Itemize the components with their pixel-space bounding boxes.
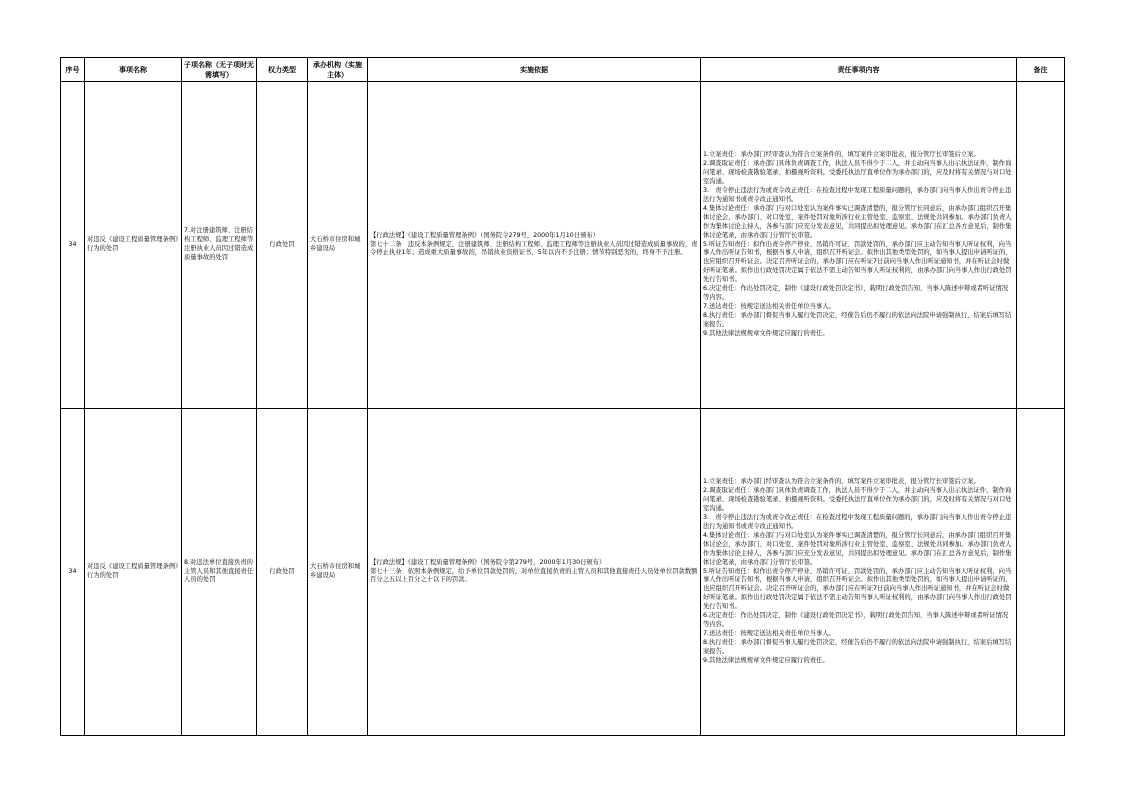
cell-power-type: 行政处罚 <box>257 409 308 736</box>
cell-responsibilities: 1.立案责任：承办部门经审查认为符合立案条件的，填写案件立案审批表，报分管厅长审签后立案。 2.调查取证责任：承办部门具体负责调查工作，执法人员不得少于二人，并主动向当事人出示执法证件，制作询问笔录、现场检查勘验笔录、拍摄视听资料。受委托执法厅直单位作为承办部门的，应及时将有关情况与对口处室沟通。 3. 责令停止违法行为或责令改正责任：在检查过程中发现工程质量问题的，承办部门向当事人作出责令停止违法行为通知书或责令改正通知书。 4.集体讨论责任：承办部门与对口处室认为案件事实已调查清楚的，报分管厅长同意后，由承办部门组织召开集体讨论会，承办部门、对口处室、案件处罚对象所涉行业主管处室、监察室、法规处共同参加。承办部门负责人作为集体讨论主持人，各参与部门应充分发表意见，共同提出拟处理意见。承办部门在汇总各方意见后，制作集体讨论笔录，由承办部门分管厅长审签。 5.听证告知责任：拟作出责令停产停业、吊销许可证、罚款处罚的，承办部门应主动告知当事人听证权利，向当事人作出听证告知书，根据当事人申请，组织召开听证会。拟作出其他类型处罚的，如当事人提出申请听证的，也应组织召开听证会。决定召开听证会的，承办部门应在听证7日前向当事人作出听证通知书，并在听证会时做好听证笔录。拟作出行政处罚决定属于依法不需主动告知当事人听证权利的，由承办部门向当事人作出行政处罚先行告知书。 6.决定责任：作出处罚决定，制作《建设行政处罚决定书》，载明行政处罚告知、当事人陈述申辩或者听证情况等内容。 7.送达责任：按规定送达相关责任单位当事人。 8.执行责任：承办部门督促当事人履行处罚决定，经催告后仍不履行的依法向法院申请强制执行，结案后填写结案报告。 9.其他法律法规规章文件规定应履行的责任。 <box>701 82 1017 409</box>
header-agency: 承办机构（实施主体） <box>308 58 368 82</box>
cell-seq: 34 <box>61 82 85 409</box>
cell-item-name: 对违反《建设工程质量管理条例》行为的处罚 <box>85 82 182 409</box>
cell-remarks <box>1017 409 1065 736</box>
header-sub-item: 子项名称（无子项时无需填写） <box>182 58 257 82</box>
header-item-name: 事项名称 <box>85 58 182 82</box>
header-row <box>61 58 1065 82</box>
cell-power-type: 行政处罚 <box>257 82 308 409</box>
header-power-type: 权力类型 <box>257 58 308 82</box>
table-row <box>61 82 1065 409</box>
cell-basis: 【行政法规】《建设工程质量管理条例》（国务院令第279号，2000年1月30日颁布） 第七十三条 依照本条例规定，给予单位罚款处罚的，对单位直接负责的主管人员和其他直接责任人员处单位罚款数额百分之五以上百分之十以下的罚款。 <box>368 409 701 736</box>
header-responsibilities: 责任事项内容 <box>701 58 1017 82</box>
cell-seq: 34 <box>61 409 85 736</box>
cell-remarks <box>1017 82 1065 409</box>
table-row <box>61 409 1065 736</box>
cell-item-name: 对违反《建设工程质量管理条例》行为的处罚 <box>85 409 182 736</box>
cell-sub-item: 7.对注册建筑师、注册结构工程师、监理工程师等注册执业人员因过错造成质量事故的处罚 <box>182 82 257 409</box>
header-basis: 实施依据 <box>368 58 701 82</box>
cell-basis: 【行政法规】《建设工程质量管理条例》（国务院令279号，2000年1月10日颁布） 第七十二条 违反本条例规定，注册建筑师、注册结构工程师、监理工程师等注册执业人员因过错造成质量事故的，责令停止执业1年；造成重大质量事故的，吊销执业资格证书，5年以内不予注册；情节特别恶劣的，终身不予注册。 <box>368 82 701 409</box>
header-remarks: 备注 <box>1017 58 1065 82</box>
header-seq: 序号 <box>61 58 85 82</box>
cell-agency: 大石桥市住房和城乡建设局 <box>308 82 368 409</box>
cell-responsibilities: 1.立案责任：承办部门经审查认为符合立案条件的，填写案件立案审批表，报分管厅长审签后立案。 2.调查取证责任：承办部门具体负责调查工作，执法人员不得少于二人，并主动向当事人出示执法证件，制作询问笔录、现场检查勘验笔录、拍摄视听资料。受委托执法厅直单位作为承办部门的，应及时将有关情况与对口处室沟通。 3. 责令停止违法行为或责令改正责任：在检查过程中发现工程质量问题的，承办部门向当事人作出责令停止违法行为通知书或责令改正通知书。 4.集体讨论责任：承办部门与对口处室认为案件事实已调查清楚的，报分管厅长同意后，由承办部门组织召开集体讨论会，承办部门、对口处室、案件处罚对象所涉行业主管处室、监察室、法规处共同参加。承办部门负责人作为集体讨论主持人，各参与部门应充分发表意见，共同提出拟处理意见。承办部门在汇总各方意见后，制作集体讨论笔录，由承办部门分管厅长审签。 5.听证告知责任：拟作出责令停产停业、吊销许可证、罚款处罚的，承办部门应主动告知当事人听证权利，向当事人作出听证告知书，根据当事人申请，组织召开听证会。拟作出其他类型处罚的，如当事人提出申请听证的，也应组织召开听证会。决定召开听证会的，承办部门应在听证7日前向当事人作出听证通知书，并在听证会时做好听证笔录。拟作出行政处罚决定属于依法不需主动告知当事人听证权利的，由承办部门向当事人作出行政处罚先行告知书。 6.决定责任：作出处罚决定，制作《建设行政处罚决定书》，载明行政处罚告知、当事人陈述申辩或者听证情况等内容。 7.送达责任：按规定送达相关责任单位当事人。 8.执行责任：承办部门督促当事人履行处罚决定，经催告后仍不履行的依法向法院申请强制执行，结案后填写结案报告。 9.其他法律法规规章文件规定应履行的责任。 <box>701 409 1017 736</box>
cell-agency: 大石桥市住房和城乡建设局 <box>308 409 368 736</box>
power-list-table <box>60 57 1065 736</box>
cell-sub-item: 8.对违法单位直接负责的主管人员和其他直接责任人员的处罚 <box>182 409 257 736</box>
